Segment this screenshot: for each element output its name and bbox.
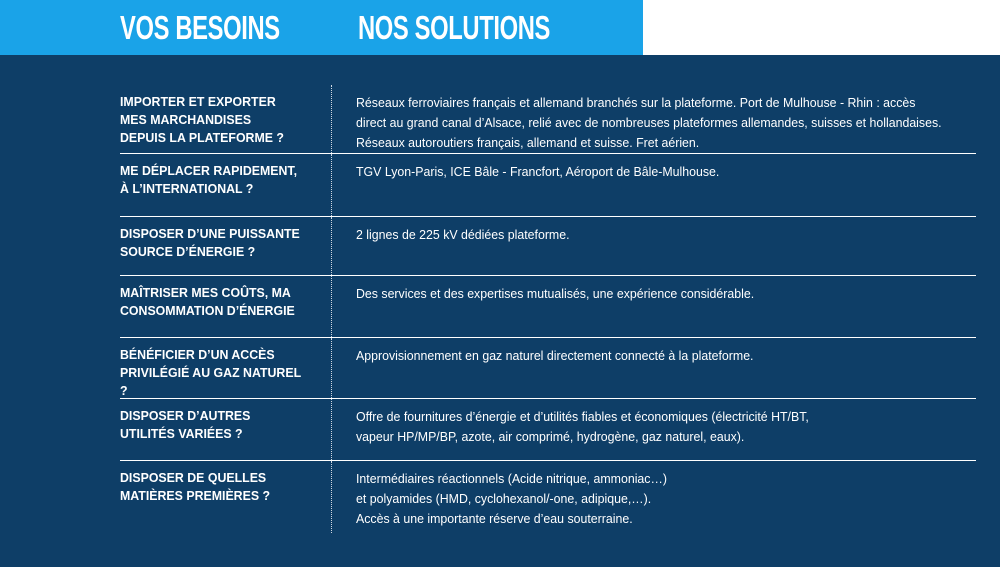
table-row bbox=[120, 276, 976, 338]
table-row bbox=[120, 154, 976, 217]
solution-text: Des services et des expertises mutualisés, une expérience considérable. bbox=[356, 286, 755, 301]
solution-cell bbox=[332, 461, 976, 533]
table-row bbox=[120, 85, 976, 154]
need-cell bbox=[120, 154, 332, 216]
solution-text: 2 lignes de 225 kV dédiées plateforme. bbox=[356, 227, 570, 242]
table-row bbox=[120, 461, 976, 533]
need-text: ME DÉPLACER RAPIDEMENT, À L’INTERNATIONAL ? bbox=[120, 163, 298, 196]
solution-cell bbox=[332, 276, 976, 337]
solution-text: Offre de fournitures d’énergie et d’utilités fiables et économiques (électricité HT/BT, vapeur HP/MP/BP, azote, air comprimé, hydrogène, gaz naturel, eaux). bbox=[356, 409, 809, 444]
need-text: DISPOSER D’AUTRES UTILITÉS VARIÉES ? bbox=[120, 408, 251, 441]
solution-cell bbox=[332, 85, 976, 153]
solution-text: Réseaux ferroviaires français et allemand branchés sur la plateforme. Port de Mulhouse - Rhin : accès direct au grand canal d’Alsace, relié avec de nombreuses plateformes allemandes, suisses et hollandaises. Réseaux autoroutiers français, allemand et suisse. Fret aérien. bbox=[356, 95, 942, 150]
need-cell bbox=[120, 217, 332, 275]
solution-text: Intermédiaires réactionnels (Acide nitrique, ammoniac…) et polyamides (HMD, cyclohexanol/-one, adipique,…). Accès à une importante réserve d’eau souterraine. bbox=[356, 471, 667, 526]
need-cell bbox=[120, 338, 332, 398]
needs-column-title: VOS BESOINS bbox=[120, 9, 280, 46]
solution-text: TGV Lyon-Paris, ICE Bâle - Francfort, Aéroport de Bâle-Mulhouse. bbox=[356, 164, 720, 179]
table-row bbox=[120, 399, 976, 461]
need-text: DISPOSER D’UNE PUISSANTE SOURCE D’ÉNERGIE ? bbox=[120, 226, 300, 259]
need-cell bbox=[120, 276, 332, 337]
solutions-column-title: NOS SOLUTIONS bbox=[358, 9, 551, 46]
need-text: IMPORTER ET EXPORTER MES MARCHANDISES DEPUIS LA PLATEFORME ? bbox=[120, 94, 284, 145]
solution-cell bbox=[332, 338, 976, 398]
table-row bbox=[120, 217, 976, 276]
need-text: DISPOSER DE QUELLES MATIÈRES PREMIÈRES ? bbox=[120, 470, 271, 503]
solution-cell bbox=[332, 399, 976, 460]
need-cell bbox=[120, 399, 332, 460]
need-text: MAÎTRISER MES COÛTS, MA CONSOMMATION D’ÉNERGIE bbox=[120, 285, 295, 318]
needs-solutions-table bbox=[120, 85, 976, 533]
solution-cell bbox=[332, 154, 976, 216]
solution-cell bbox=[332, 217, 976, 275]
need-cell bbox=[120, 461, 332, 533]
need-cell bbox=[120, 85, 332, 153]
table-row bbox=[120, 338, 976, 399]
solution-text: Approvisionnement en gaz naturel directement connecté à la plateforme. bbox=[356, 348, 754, 363]
need-text: BÉNÉFICIER D’UN ACCÈS PRIVILÉGIÉ AU GAZ NATUREL ? bbox=[120, 347, 301, 398]
